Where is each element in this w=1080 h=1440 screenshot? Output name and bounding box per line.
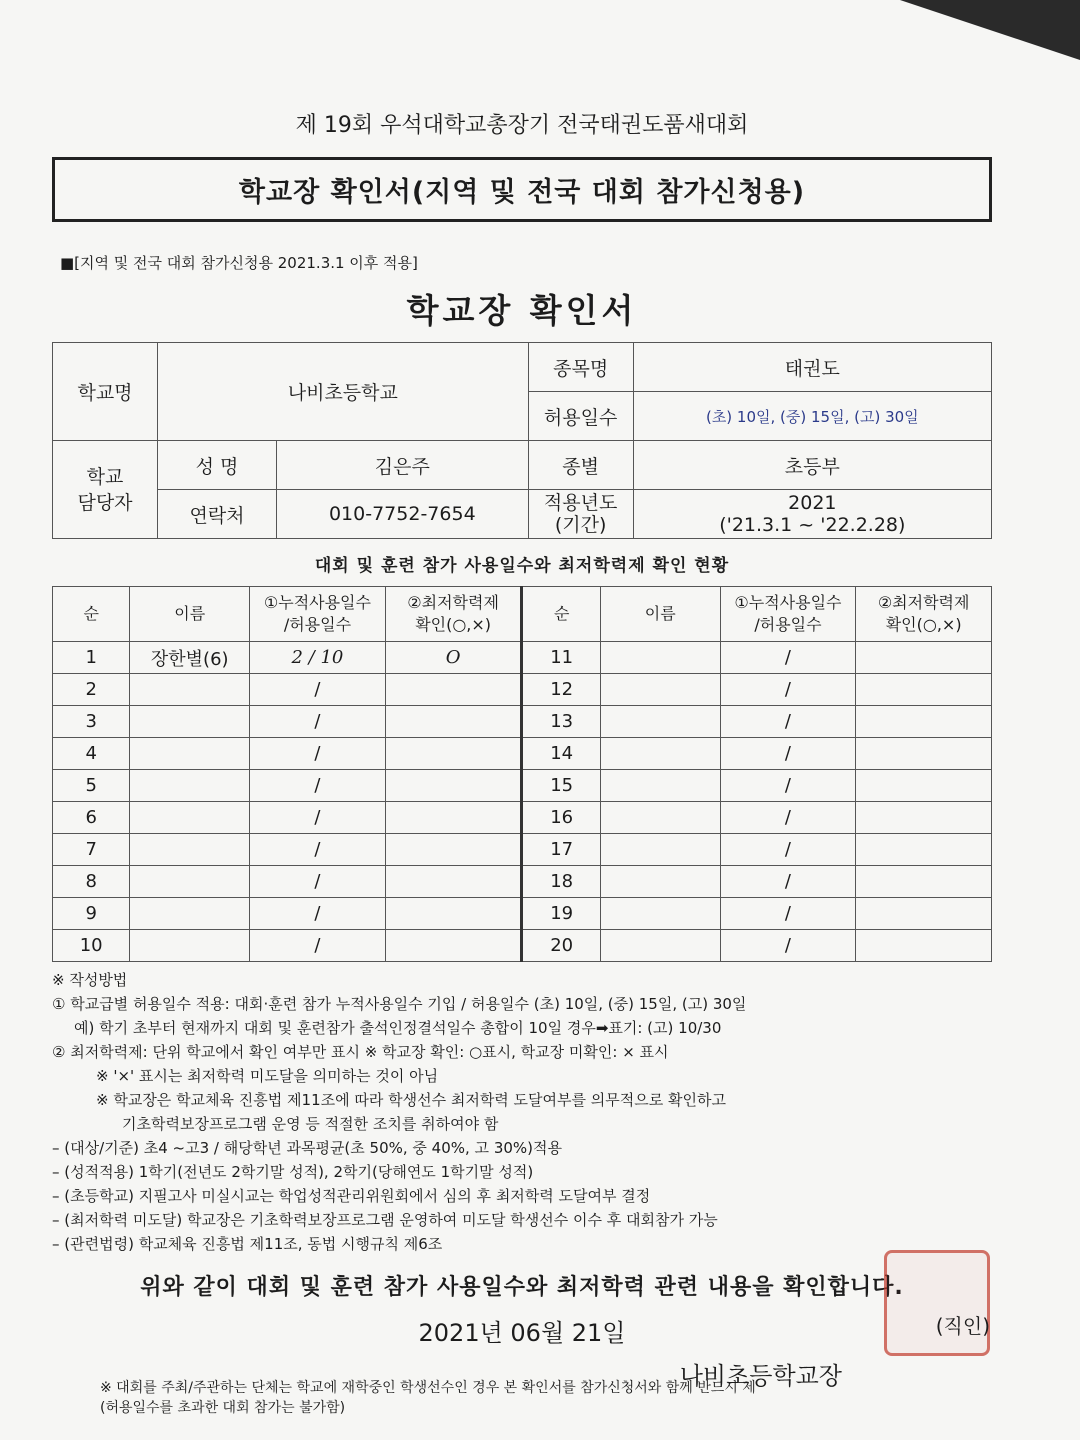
cell-name: [130, 770, 250, 802]
school-info-table: [52, 342, 992, 539]
cell-name: [600, 642, 720, 674]
cell-check: [856, 898, 992, 930]
cell-check: [385, 674, 522, 706]
cell-no: 18: [522, 866, 600, 898]
col-no: 순: [53, 587, 130, 642]
table-row: [53, 674, 992, 706]
cell-name: [130, 802, 250, 834]
division-value: 초등부: [633, 441, 991, 490]
table-row: [53, 898, 992, 930]
cell-no: 5: [53, 770, 130, 802]
period-label: 적용년도 (기간): [528, 490, 633, 539]
cell-name: [130, 930, 250, 962]
cell-no: 7: [53, 834, 130, 866]
cell-name: [600, 930, 720, 962]
instruction-line: ※ 학교장은 학교체육 진흥법 제11조에 따라 학생선수 최저학력 도달여부를 의무적으로 확인하고: [96, 1091, 726, 1109]
cell-days: /: [250, 898, 386, 930]
cell-no: 6: [53, 802, 130, 834]
table-row: [53, 706, 992, 738]
cell-check: [385, 834, 522, 866]
cell-check: [856, 706, 992, 738]
cell-check: [385, 898, 522, 930]
instruction-line: – (초등학교) 지필고사 미실시교는 학업성적관리위원회에서 심의 후 최저학력 도달여부 결정: [52, 1187, 651, 1205]
cell-check: [385, 770, 522, 802]
footer-line-2: (허용일수를 초과한 대회 참가는 불가함): [100, 1400, 346, 1416]
cell-days: /: [720, 866, 856, 898]
cell-check: [856, 802, 992, 834]
cell-days: /: [720, 834, 856, 866]
cell-days: /: [720, 802, 856, 834]
cell-name: [130, 834, 250, 866]
instruction-line: ※ 작성방법: [52, 971, 128, 989]
cell-days: /: [250, 770, 386, 802]
cell-name: [130, 706, 250, 738]
cell-days: /: [250, 738, 386, 770]
period-value: 2021 ('21.3.1 ~ '22.2.28): [633, 490, 991, 539]
document-title: 학교장 확인서: [406, 291, 638, 330]
cell-no: 12: [522, 674, 600, 706]
col-name-right: 이름: [600, 587, 720, 642]
cell-name: [600, 898, 720, 930]
cell-name: [130, 674, 250, 706]
cell-check: [856, 770, 992, 802]
cell-no: 10: [53, 930, 130, 962]
background-corner: [900, 0, 1080, 60]
confirmation-statement: 위와 같이 대회 및 훈련 참가 사용일수와 최저학력 관련 내용을 확인합니다.: [140, 1275, 904, 1300]
footer-note: [100, 1378, 756, 1418]
cell-check: [856, 642, 992, 674]
cell-days: 2 / 10: [250, 642, 386, 674]
col-no-right: 순: [522, 587, 600, 642]
division-label: 종별: [528, 441, 633, 490]
cell-no: 20: [522, 930, 600, 962]
instruction-line: 예) 학기 초부터 현재까지 대회 및 훈련참가 출석인정결석일수 총합이 10일 경우➡표기: (고) 10/30: [74, 1019, 722, 1037]
cell-check: [385, 738, 522, 770]
cell-no: 16: [522, 802, 600, 834]
school-name-label: 학교명: [53, 343, 158, 441]
cell-days: /: [720, 706, 856, 738]
cell-no: 1: [53, 642, 130, 674]
cell-days: /: [720, 674, 856, 706]
cell-days: /: [720, 930, 856, 962]
table-row: [53, 866, 992, 898]
cell-check: [856, 834, 992, 866]
instruction-line: – (성적적용) 1학기(전년도 2학기말 성적), 2학기(당해연도 1학기말 성적): [52, 1163, 534, 1181]
cell-check: [385, 866, 522, 898]
cell-no: 4: [53, 738, 130, 770]
table-row: [53, 834, 992, 866]
event-value: 태권도: [633, 343, 991, 392]
school-name-value: 나비초등학교: [158, 343, 529, 441]
col-name: 이름: [130, 587, 250, 642]
cell-check: [856, 866, 992, 898]
cell-days: /: [250, 674, 386, 706]
instruction-line: ① 학교급별 허용일수 적용: 대회·훈련 참가 누적사용일수 기입 / 허용일수 (초) 10일, (중) 15일, (고) 30일: [52, 995, 747, 1013]
cell-name: [130, 898, 250, 930]
contact-value: 010-7752-7654: [277, 490, 529, 539]
allowed-days-value: (초) 10일, (중) 15일, (고) 30일: [633, 392, 991, 441]
contest-title: 제 19회 우석대학교총장기 전국태권도품새대회: [295, 113, 749, 138]
col-days: ①누적사용일수 /허용일수: [250, 587, 386, 642]
cell-no: 19: [522, 898, 600, 930]
cell-no: 13: [522, 706, 600, 738]
instruction-line: – (대상/기준) 초4 ~고3 / 해당학년 과목평균(초 50%, 중 40%, 고 30%)적용: [52, 1139, 562, 1157]
cell-days: /: [720, 898, 856, 930]
cell-no: 15: [522, 770, 600, 802]
cell-no: 9: [53, 898, 130, 930]
cell-days: /: [720, 642, 856, 674]
cell-name: [600, 706, 720, 738]
cell-name: [600, 834, 720, 866]
cell-check: [856, 674, 992, 706]
staff-name-value: 김은주: [277, 441, 529, 490]
cell-check: O: [385, 642, 522, 674]
cell-no: 8: [53, 866, 130, 898]
official-seal-stamp: [884, 1250, 990, 1356]
footer-line-1: ※ 대회를 주최/주관하는 단체는 학교에 재학중인 학생선수인 경우 본 확인서를 참가신청서와 함께 반드시 제: [100, 1380, 756, 1396]
cell-no: 2: [53, 674, 130, 706]
cell-no: 11: [522, 642, 600, 674]
cell-check: [385, 706, 522, 738]
col-days-right: ①누적사용일수 /허용일수: [720, 587, 856, 642]
cell-no: 14: [522, 738, 600, 770]
cell-days: /: [250, 866, 386, 898]
cell-name: [600, 674, 720, 706]
cell-check: [856, 738, 992, 770]
instruction-line: – (최저학력 미도달) 학교장은 기초학력보장프로그램 운영하여 미도달 학생선수 이수 후 대회참가 가능: [52, 1211, 718, 1229]
staff-label: 학교 담당자: [53, 441, 158, 539]
cell-check: [385, 802, 522, 834]
cell-days: /: [250, 706, 386, 738]
seal-label: (직인): [935, 1314, 990, 1338]
cell-name: [600, 802, 720, 834]
form-title-box: 학교장 확인서(지역 및 전국 대회 참가신청용): [52, 157, 992, 222]
cell-name: [130, 866, 250, 898]
cell-no: 17: [522, 834, 600, 866]
cell-days: /: [250, 802, 386, 834]
allowed-days-label: 허용일수: [528, 392, 633, 441]
table-row: [53, 738, 992, 770]
cell-days: /: [720, 738, 856, 770]
cell-name: [600, 866, 720, 898]
writing-instructions: [52, 968, 992, 1256]
instruction-line: 기초학력보장프로그램 운영 등 적절한 조치를 취하여야 함: [122, 1115, 499, 1133]
table-row: [53, 770, 992, 802]
table-row: [53, 930, 992, 962]
cell-days: /: [250, 930, 386, 962]
instruction-line: ② 최저학력제: 단위 학교에서 확인 여부만 표시 ※ 학교장 확인: ○표시, 학교장 미확인: × 표시: [52, 1043, 669, 1061]
cell-name: [130, 738, 250, 770]
applicability-notice: ■[지역 및 전국 대회 참가신청용 2021.3.1 이후 적용]: [60, 254, 418, 272]
participation-table: [52, 586, 992, 962]
cell-name: [600, 738, 720, 770]
cell-check: [385, 930, 522, 962]
event-label: 종목명: [528, 343, 633, 392]
table-row: [53, 802, 992, 834]
status-section-title: 대회 및 훈련 참가 사용일수와 최저학력제 확인 현황: [314, 556, 730, 576]
instruction-line: ※ '×' 표시는 최저학력 미도달을 의미하는 것이 아님: [96, 1067, 439, 1085]
col-check-right: ②최저학력제 확인(○,×): [856, 587, 992, 642]
col-check: ②최저학력제 확인(○,×): [385, 587, 522, 642]
cell-name: [600, 770, 720, 802]
cell-days: /: [250, 834, 386, 866]
cell-name: 장한별(6): [130, 642, 250, 674]
cell-no: 3: [53, 706, 130, 738]
contact-label: 연락처: [158, 490, 277, 539]
cell-check: [856, 930, 992, 962]
issue-date: 2021년 06월 21일: [418, 1319, 626, 1347]
table-row: [53, 642, 992, 674]
form-content: [52, 100, 992, 1391]
principal-signature: 나비초등학교장: [679, 1362, 842, 1390]
instruction-line: – (관련법령) 학교체육 진흥법 제11조, 동법 시행규칙 제6조: [52, 1235, 443, 1253]
staff-name-label: 성 명: [158, 441, 277, 490]
cell-days: /: [720, 770, 856, 802]
